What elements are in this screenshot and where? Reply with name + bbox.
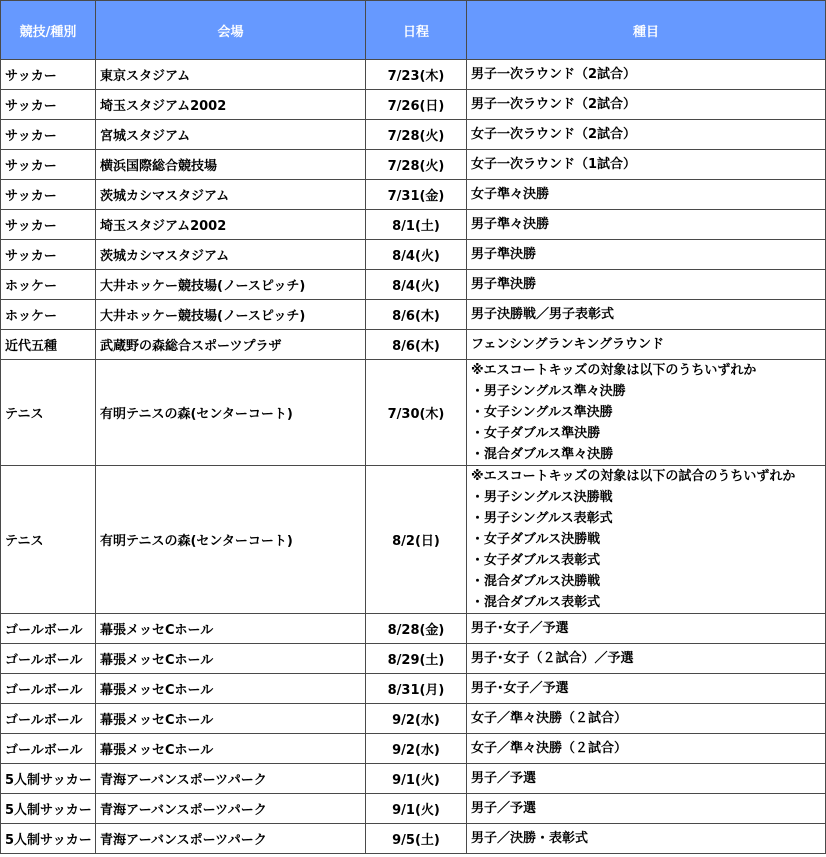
event-cell — [467, 60, 826, 90]
event-line: 男子決勝戦／男子表彰式 — [471, 307, 615, 322]
header-sport: 競技/種別 — [1, 1, 96, 60]
date-cell: 7/31(金) — [366, 180, 467, 210]
event-line: ・混合ダブルス決勝戦 — [471, 574, 601, 589]
header-date: 日程 — [366, 1, 467, 60]
table-row — [1, 240, 826, 270]
event-line: ・混合ダブルス準々決勝 — [471, 447, 614, 462]
sport-cell: 5人制サッカー — [1, 794, 96, 824]
table-row — [1, 704, 826, 734]
date-cell: 7/23(木) — [366, 60, 467, 90]
event-line: ・女子ダブルス決勝戦 — [471, 532, 601, 547]
event-cell — [467, 824, 826, 854]
table-row — [1, 734, 826, 764]
event-line: 女子／準々決勝（２試合） — [471, 711, 628, 726]
event-cell — [467, 270, 826, 300]
venue-cell: 青海アーバンスポーツパーク — [96, 764, 366, 794]
event-line: 女子／準々決勝（２試合） — [471, 741, 628, 756]
table-row — [1, 60, 826, 90]
table-row — [1, 330, 826, 360]
event-cell — [467, 180, 826, 210]
venue-cell: 幕張メッセCホール — [96, 614, 366, 644]
sport-cell: ゴールボール — [1, 674, 96, 704]
sport-cell: サッカー — [1, 120, 96, 150]
venue-cell: 茨城カシマスタジアム — [96, 180, 366, 210]
table-row — [1, 120, 826, 150]
event-line: 女子一次ラウンド（1試合） — [471, 157, 637, 172]
event-line: 男子･女子／予選 — [471, 621, 569, 636]
date-cell: 8/6(木) — [366, 330, 467, 360]
table-row — [1, 674, 826, 704]
date-cell: 9/2(水) — [366, 734, 467, 764]
venue-cell: 幕張メッセCホール — [96, 734, 366, 764]
date-cell: 7/26(日) — [366, 90, 467, 120]
sport-cell: サッカー — [1, 90, 96, 120]
table-row — [1, 824, 826, 854]
event-line: 女子準々決勝 — [471, 187, 550, 202]
date-cell: 8/4(火) — [366, 270, 467, 300]
event-cell — [467, 704, 826, 734]
venue-cell: 有明テニスの森(センターコート) — [96, 466, 366, 614]
event-cell — [467, 300, 826, 330]
sport-cell: 近代五種 — [1, 330, 96, 360]
table-row — [1, 180, 826, 210]
venue-cell: 宮城スタジアム — [96, 120, 366, 150]
event-cell — [467, 330, 826, 360]
sport-cell: ゴールボール — [1, 644, 96, 674]
event-line: 男子／予選 — [471, 801, 537, 816]
sport-cell: 5人制サッカー — [1, 764, 96, 794]
venue-cell: 幕張メッセCホール — [96, 704, 366, 734]
date-cell: 7/28(火) — [366, 150, 467, 180]
date-cell: 8/6(木) — [366, 300, 467, 330]
venue-cell: 大井ホッケー競技場(ノースピッチ) — [96, 300, 366, 330]
sport-cell: テニス — [1, 466, 96, 614]
event-line: 女子一次ラウンド（2試合） — [471, 127, 637, 142]
event-cell — [467, 210, 826, 240]
date-cell: 8/31(月) — [366, 674, 467, 704]
event-line: 男子準決勝 — [471, 277, 537, 292]
venue-cell: 茨城カシマスタジアム — [96, 240, 366, 270]
event-line: 男子･女子／予選 — [471, 681, 569, 696]
venue-cell: 埼玉スタジアム2002 — [96, 90, 366, 120]
venue-cell: 東京スタジアム — [96, 60, 366, 90]
sport-cell: ホッケー — [1, 300, 96, 330]
event-line: ・混合ダブルス表彰式 — [471, 595, 601, 610]
venue-cell: 幕張メッセCホール — [96, 644, 366, 674]
event-line: 男子一次ラウンド（2試合） — [471, 97, 637, 112]
event-cell — [467, 794, 826, 824]
event-line: ・男子シングルス準々決勝 — [471, 384, 626, 399]
sport-cell: サッカー — [1, 150, 96, 180]
venue-cell: 有明テニスの森(センターコート) — [96, 360, 366, 466]
sport-cell: サッカー — [1, 240, 96, 270]
date-cell: 8/29(土) — [366, 644, 467, 674]
event-cell — [467, 734, 826, 764]
table-row — [1, 210, 826, 240]
table-row — [1, 764, 826, 794]
venue-cell: 青海アーバンスポーツパーク — [96, 824, 366, 854]
event-cell — [467, 614, 826, 644]
event-cell — [467, 644, 826, 674]
event-cell — [467, 240, 826, 270]
event-line: ※エスコートキッズの対象は以下の試合のうちいずれか — [471, 469, 796, 484]
event-line: ・女子ダブルス表彰式 — [471, 553, 601, 568]
event-cell — [467, 466, 826, 614]
sport-cell: ゴールボール — [1, 734, 96, 764]
event-cell — [467, 674, 826, 704]
sport-cell: サッカー — [1, 210, 96, 240]
sport-cell: サッカー — [1, 60, 96, 90]
table-row — [1, 90, 826, 120]
sport-cell: サッカー — [1, 180, 96, 210]
header-row — [1, 1, 826, 60]
sport-cell: ゴールボール — [1, 614, 96, 644]
event-line: 男子／決勝・表彰式 — [471, 831, 589, 846]
date-cell: 9/2(水) — [366, 704, 467, 734]
venue-cell: 武蔵野の森総合スポーツプラザ — [96, 330, 366, 360]
event-line: 男子準々決勝 — [471, 217, 550, 232]
date-cell: 9/5(土) — [366, 824, 467, 854]
header-venue: 会場 — [96, 1, 366, 60]
sport-cell: ホッケー — [1, 270, 96, 300]
date-cell: 8/4(火) — [366, 240, 467, 270]
table-row — [1, 614, 826, 644]
venue-cell: 青海アーバンスポーツパーク — [96, 794, 366, 824]
venue-cell: 埼玉スタジアム2002 — [96, 210, 366, 240]
event-cell — [467, 90, 826, 120]
date-cell: 9/1(火) — [366, 794, 467, 824]
venue-cell: 大井ホッケー競技場(ノースピッチ) — [96, 270, 366, 300]
event-line: ・女子ダブルス準決勝 — [471, 426, 601, 441]
sport-cell: ゴールボール — [1, 704, 96, 734]
table-row — [1, 150, 826, 180]
event-line: 男子一次ラウンド（2試合） — [471, 67, 637, 82]
event-cell — [467, 360, 826, 466]
sport-cell: 5人制サッカー — [1, 824, 96, 854]
date-cell: 7/28(火) — [366, 120, 467, 150]
table-row — [1, 360, 826, 466]
table-row — [1, 466, 826, 614]
event-line: ・女子シングルス準決勝 — [471, 405, 613, 420]
table-row — [1, 644, 826, 674]
date-cell: 8/2(日) — [366, 466, 467, 614]
header-event: 種目 — [467, 1, 826, 60]
event-cell — [467, 120, 826, 150]
event-line: ※エスコートキッズの対象は以下のうちいずれか — [471, 363, 757, 378]
event-line: 男子／予選 — [471, 771, 537, 786]
table-row — [1, 300, 826, 330]
table-row — [1, 794, 826, 824]
event-line: 男子準決勝 — [471, 247, 537, 262]
venue-cell: 横浜国際総合競技場 — [96, 150, 366, 180]
venue-cell: 幕張メッセCホール — [96, 674, 366, 704]
event-cell — [467, 150, 826, 180]
date-cell: 8/1(土) — [366, 210, 467, 240]
date-cell: 7/30(木) — [366, 360, 467, 466]
date-cell: 9/1(火) — [366, 764, 467, 794]
event-line: 男子･女子（２試合）／予選 — [471, 651, 634, 666]
event-line: ・男子シングルス決勝戦 — [471, 490, 613, 505]
event-cell — [467, 764, 826, 794]
date-cell: 8/28(金) — [366, 614, 467, 644]
event-line: フェンシングランキングラウンド — [471, 337, 665, 352]
sport-cell: テニス — [1, 360, 96, 466]
table-row — [1, 270, 826, 300]
event-line: ・男子シングルス表彰式 — [471, 511, 613, 526]
